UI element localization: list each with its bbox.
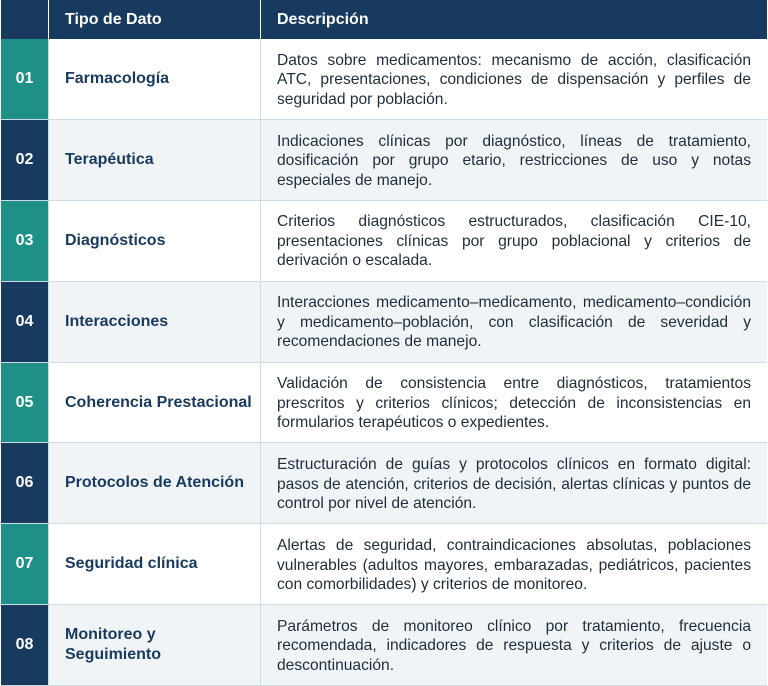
- row-description-text: Indicaciones clínicas por diagnóstico, líneas de tratamiento, dosificación por grupo etario, restricciones de uso y notas especiales de manejo.: [277, 132, 751, 189]
- row-number: 03: [1, 201, 48, 281]
- row-number: 08: [1, 605, 48, 685]
- row-description: [260, 605, 767, 685]
- row-number: 01: [1, 39, 48, 119]
- header-number-cell: [1, 0, 48, 39]
- row-description: [260, 524, 767, 604]
- row-type: Monitoreo y Seguimiento: [48, 605, 260, 685]
- table-row: [1, 524, 767, 605]
- table-row: [1, 282, 767, 363]
- table-row: [1, 363, 767, 444]
- row-number: 05: [1, 363, 48, 443]
- row-type: Interacciones: [48, 282, 260, 362]
- table-row: [1, 443, 767, 524]
- row-type: Diagnósticos: [48, 201, 260, 281]
- row-description-text: Interacciones medicamento–medicamento, medicamento–condición y medicamento–población, con clasificación de severidad y recomendaciones de manejo.: [277, 294, 751, 351]
- table-row: [1, 201, 767, 282]
- row-type: Farmacología: [48, 39, 260, 119]
- row-description-text: Criterios diagnósticos estructurados, clasificación CIE-10, presentaciones clínicas por grupo poblacional y criterios de derivación o escalada.: [277, 213, 751, 270]
- row-number: 06: [1, 443, 48, 523]
- row-description-text: Parámetros de monitoreo clínico por tratamiento, frecuencia recomendada, indicadores de respuesta y criterios de ajuste o descontinuación.: [277, 617, 751, 674]
- row-type: Protocolos de Atención: [48, 443, 260, 523]
- row-description: [260, 443, 767, 523]
- row-description-text: Validación de consistencia entre diagnósticos, tratamientos prescritos y criterios clínicos; detección de inconsistencias en formularios terapéuticos o expedientes.: [277, 375, 751, 432]
- table-row: [1, 605, 767, 686]
- row-number: 04: [1, 282, 48, 362]
- table-row: [1, 39, 767, 120]
- row-description-text: Datos sobre medicamentos: mecanismo de acción, clasificación ATC, presentaciones, condiciones de dispensación y perfiles de seguridad por población.: [277, 51, 751, 108]
- row-description-text: Estructuración de guías y protocolos clínicos en formato digital: pasos de atención, criterios de decisión, alertas clínicas y puntos de control por nivel de atención.: [277, 456, 751, 513]
- row-number: 07: [1, 524, 48, 604]
- row-number: 02: [1, 120, 48, 200]
- row-type: Coherencia Prestacional: [48, 363, 260, 443]
- header-description-cell: Descripción: [260, 0, 767, 39]
- row-type: Terapéutica: [48, 120, 260, 200]
- data-types-table: [1, 0, 767, 686]
- row-description: [260, 39, 767, 119]
- row-description: [260, 363, 767, 443]
- table-row: [1, 120, 767, 201]
- row-type: Seguridad clínica: [48, 524, 260, 604]
- row-description-text: Alertas de seguridad, contraindicaciones absolutas, poblaciones vulnerables (adultos mayores, embarazadas, pediátricos, pacientes con comorbilidades) y criterios de monitoreo.: [277, 537, 751, 594]
- table-header: [1, 0, 767, 39]
- row-description: [260, 120, 767, 200]
- row-description: [260, 201, 767, 281]
- row-description: [260, 282, 767, 362]
- header-type-cell: Tipo de Dato: [48, 0, 260, 39]
